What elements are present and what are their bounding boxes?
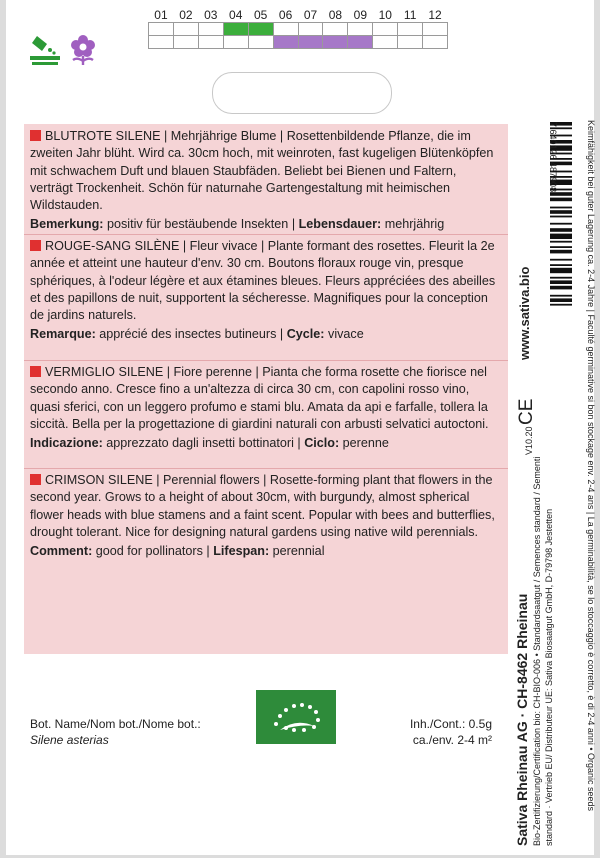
flowering-cell [248, 36, 273, 49]
description-block-de: BLUTROTE SILENE | Mehrjährige Blume | Rosettenbildende Pflanze, die im zweiten Jahr blüht. Wird ca. 30cm hoch, mit weinroten, fast kugeligen Blütenköpfen mit schwachem Duft und blauen Staubfäden. Beliebt bei Bienen und Faltern, verträgt Trockenheit. Schön für naturnahe Gartengestaltung mit heimischen Wildstauden. Bemerkung: positiv für bestäubende Insekten | Lebensdauer: mehrjährig [24, 124, 508, 235]
seed-sowing-icon [28, 32, 62, 66]
hang-hole [212, 72, 392, 114]
flowering-cell [373, 36, 398, 49]
sowing-cell [273, 23, 298, 36]
description-block-en: CRIMSON SILENE | Perennial flowers | Rosette-forming plant that flowers in the second year. Grows to a height of about 30cm, with burgundy, almost spherical flower heads with blue stamens and a faint scent. Popular with bees and butterflies, drought tolerant. Nice for designing natural gardens using native wild perennials. Comment: good for pollinators | Lifespan: perennial [30, 473, 495, 559]
language-marker [30, 366, 41, 377]
flowering-cell [348, 36, 373, 49]
flowering-cell [273, 36, 298, 49]
month-label: 10 [378, 8, 392, 22]
flowering-cell [398, 36, 423, 49]
certification-line-2: standard · Vertrieb EU/ Distributeur UE: Sativa Biosaatgut GmbH, D-79798 Jestetten [544, 508, 554, 846]
ce-mark: CE [516, 398, 537, 425]
storage-line: Keimfähigkeit bei guter Lagerung ca. 2-4 Jahre | Faculté germinative si bon stockage env. 2-4 ans | La germinabilità, se lo stoccaggio è corretto, è di 2-4 anni • Organic seeds [586, 120, 596, 812]
description-block-fr: ROUGE-SANG SILÈNE | Fleur vivace | Plante formant des rosettes. Fleurit la 2e année et atteint une hauteur d'env. 30 cm. Boutons floraux rouge vin, presque sphériques, à l'odeur légère et aux étamines bleues. Fleurs appréciées des abeilles et des papillons de nuit, supportent la sécheresse. Magnifiques pour la conception de jardins naturels. Remarque: apprécié des insectes butineurs | Cycle: vivace [24, 234, 508, 361]
brand-line: Sativa Rheinau AG · CH-8462 Rheinau [514, 593, 530, 846]
flowering-cell [323, 36, 348, 49]
sowing-cell [223, 23, 248, 36]
sowing-cell [323, 23, 348, 36]
flowering-cell [149, 36, 174, 49]
sowing-cell [149, 23, 174, 36]
month-label: 09 [353, 8, 368, 22]
month-label: 12 [428, 8, 442, 22]
month-label: 05 [253, 8, 268, 22]
description-panel [24, 124, 508, 654]
sowing-cell [248, 23, 273, 36]
language-marker [30, 474, 41, 485]
month-label: 03 [204, 8, 218, 22]
month-calendar [148, 8, 448, 49]
website-url: www.sativa.bio [517, 266, 532, 360]
sowing-cell [198, 23, 223, 36]
sowing-cell [398, 23, 423, 36]
month-label: 02 [179, 8, 193, 22]
month-label: 07 [303, 8, 318, 22]
sowing-cell [173, 23, 198, 36]
barcode-number: 7 640126 487908 [548, 122, 558, 193]
flowering-cell [173, 36, 198, 49]
flowering-cell [198, 36, 223, 49]
sowing-cell [373, 23, 398, 36]
flowering-cell [298, 36, 323, 49]
certification-line-1: Bio-Zertifizierung/Certification bio: CH-BIO-006 • Standardsaatgut / Semences standard / Sementi [532, 456, 542, 846]
month-label: 11 [403, 8, 417, 22]
month-label: 08 [328, 8, 343, 22]
description-block-it: VERMIGLIO SILENE | Fiore perenne | Pianta che forma rosette che fiorisce nel secondo anno. Cresce fino a un'altezza di circa 30 cm, con capolini rosso vino, quasi sferici, con un leggero profumo e stami blu. Amata da api e farfalle, tollera la siccità. Bella per la progettazione di giardini naturali con arbusti selvatici autoctoni. Indicazione: apprezzato dagli insetti bottinatori | Ciclo: perenne [24, 360, 508, 469]
sowing-cell [298, 23, 323, 36]
sowing-cell [423, 23, 448, 36]
month-label: 06 [278, 8, 293, 22]
flower-icon [66, 32, 100, 66]
language-marker [30, 130, 41, 141]
botanical-name: Bot. Name/Nom bot./Nome bot.: Silene asterias [30, 717, 201, 747]
flowering-cell [423, 36, 448, 49]
month-label: 04 [229, 8, 243, 22]
month-label: 01 [154, 8, 168, 22]
version-label: V10.20 [524, 426, 534, 455]
eu-organic-logo [256, 690, 336, 744]
sowing-cell [348, 23, 373, 36]
language-marker [30, 240, 41, 251]
flowering-cell [223, 36, 248, 49]
content-info: Inh./Cont.: 0.5g ca./env. 2-4 m² [409, 717, 492, 747]
